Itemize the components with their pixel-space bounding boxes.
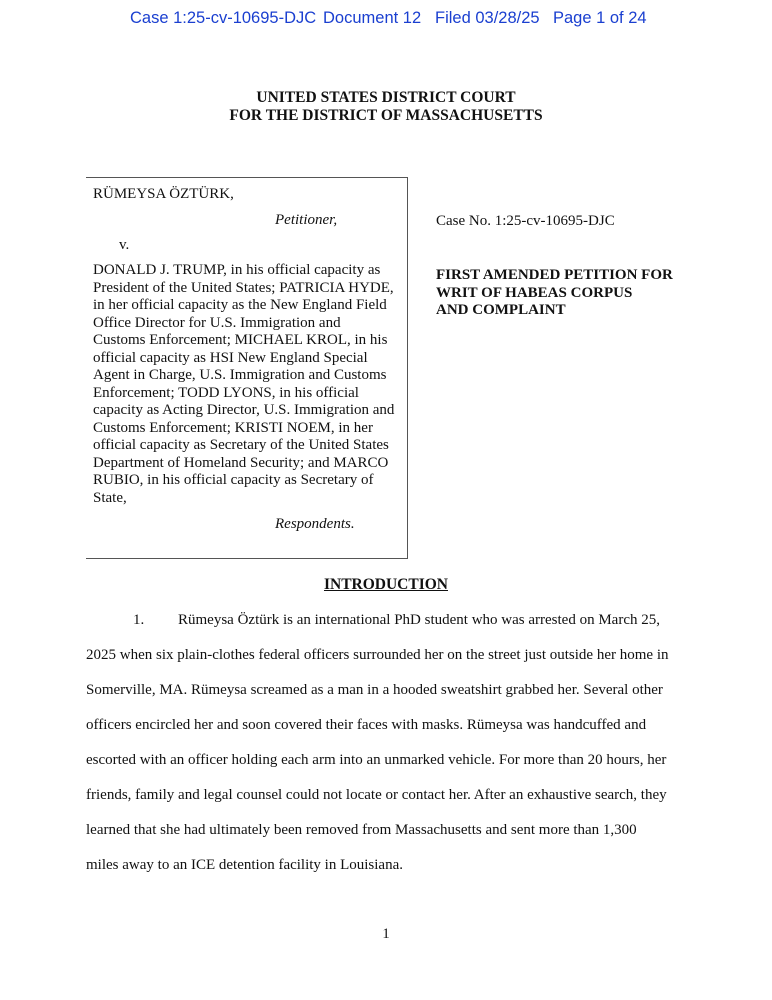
header-document-number: Document 12	[323, 9, 422, 27]
document-title	[436, 267, 673, 320]
respondents-line: Customs Enforcement; KRISTI NOEM, in her	[93, 419, 373, 436]
court-title	[0, 89, 772, 124]
petitioner-name: RÜMEYSA ÖZTÜRK,	[93, 186, 234, 202]
paragraph-line: Rümeysa Öztürk is an international PhD student who was arrested on March 25,	[178, 612, 660, 628]
respondents-line: DONALD J. TRUMP, in his official capacity as	[93, 262, 381, 278]
document-title-line: AND COMPLAINT	[436, 302, 566, 318]
respondents-line: official capacity as Secretary of the United States	[93, 437, 389, 453]
header-case-number: Case 1:25-cv-10695-DJC	[130, 9, 317, 27]
court-title-line-2: FOR THE DISTRICT OF MASSACHUSETTS	[229, 106, 543, 124]
introduction-heading: INTRODUCTION	[323, 576, 448, 593]
ecf-header	[0, 9, 772, 33]
respondents-line: State,	[93, 489, 127, 506]
respondents-line: in her official capacity as the New England Field	[93, 297, 387, 313]
paragraph-line: officers encircled her and soon covered their faces with masks. Rümeysa was handcuffed and	[86, 717, 647, 733]
respondents-line: Office Director for U.S. Immigration and	[93, 314, 341, 331]
paragraph-line: miles away to an ICE detention facility in Louisiana.	[86, 857, 403, 873]
respondents-line: RUBIO, in his official capacity as Secretary of	[93, 472, 374, 488]
versus-label: v.	[119, 237, 130, 253]
paragraph-line: 2025 when six plain-clothes federal officers surrounded her on the street just outside her home in	[86, 647, 669, 663]
paragraph-line: escorted with an officer holding each arm into an unmarked vehicle. For more than 20 hours, her	[86, 752, 667, 768]
respondents-line: Enforcement; TODD LYONS, in his official	[93, 384, 359, 401]
paragraph-line: Somerville, MA. Rümeysa screamed as a man in a hooded sweatshirt grabbed her. Several other	[86, 682, 663, 698]
document-title-line: WRIT OF HABEAS CORPUS	[436, 284, 633, 301]
page-number: 1	[382, 926, 390, 942]
respondents-label: Respondents.	[275, 516, 355, 532]
paragraph-line: learned that she had ultimately been removed from Massachusetts and sent more than 1,300	[86, 822, 637, 838]
respondents-line: President of the United States; PATRICIA HYDE,	[93, 279, 394, 296]
paragraph-number: 1.	[133, 612, 145, 628]
respondents-line: official capacity as HSI New England Special	[93, 349, 368, 366]
respondents-line: Department of Homeland Security; and MARCO	[93, 454, 389, 471]
respondents-line: Agent in Charge, U.S. Immigration and Customs	[93, 367, 387, 383]
case-number: Case No. 1:25-cv-10695-DJC	[436, 213, 615, 229]
petitioner-label: Petitioner,	[275, 212, 338, 228]
header-filed-date: Filed 03/28/25	[435, 9, 540, 27]
respondents-list	[93, 262, 405, 507]
header-page-count: Page 1 of 24	[553, 9, 647, 27]
document-title-line: FIRST AMENDED PETITION FOR	[436, 267, 673, 283]
respondents-line: Customs Enforcement; MICHAEL KROL, in his	[93, 332, 388, 348]
court-title-line-1: UNITED STATES DISTRICT COURT	[256, 89, 516, 106]
paragraph-line: friends, family and legal counsel could not locate or contact her. After an exhaustive search, they	[86, 787, 667, 803]
respondents-line: capacity as Acting Director, U.S. Immigration and	[93, 402, 395, 418]
